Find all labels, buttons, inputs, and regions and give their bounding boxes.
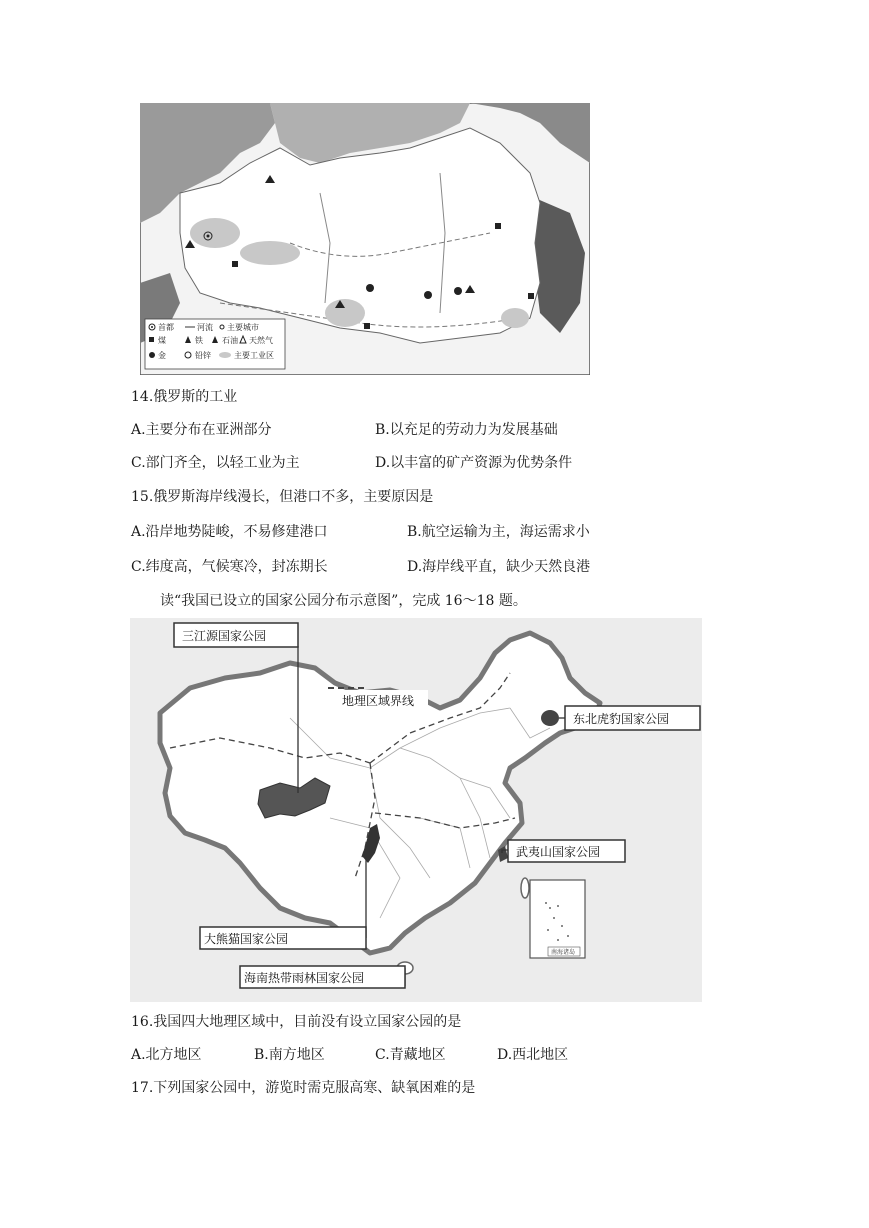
legend-gold: 金 [158, 351, 166, 360]
legend-iron: 铁 [195, 336, 203, 345]
legend-oil: 石油 [222, 336, 238, 345]
legend-gas: 天然气 [249, 336, 273, 345]
legend-capital: 首都 [158, 323, 174, 332]
wuyishan-park-label: 武夷山国家公园 [516, 845, 601, 859]
northeast-tiger-leopard-park-label: 东北虎豹国家公园 [573, 712, 670, 726]
boundary-legend-label: 地理区域界线 [342, 694, 415, 708]
intro-text: 读“我国已设立的国家公园分布示意图”，完成 16～18 题。 [160, 593, 527, 609]
legend-coal: 煤 [158, 336, 166, 345]
q16-stem: 16.我国四大地理区域中，目前没有设立国家公园的是 [131, 1014, 462, 1030]
q16-option-d: D.西北地区 [497, 1047, 569, 1063]
q14-option-a: A.主要分布在亚洲部分 [131, 422, 272, 438]
legend-river: 河流 [197, 323, 213, 332]
q15-option-c: C.纬度高，气候寒冷，封冻期长 [131, 559, 328, 575]
south-sea-islands-label: 南海诸岛 [551, 949, 576, 956]
q15-option-a: A.沿岸地势陡峻，不易修建港口 [131, 524, 328, 540]
q14-option-b: B.以充足的劳动力为发展基础 [375, 422, 558, 438]
q15-option-b: B.航空运输为主，海运需求小 [407, 524, 590, 540]
q16-option-b: B.南方地区 [254, 1047, 325, 1063]
q15-option-d: D.海岸线平直，缺少天然良港 [407, 559, 591, 575]
russia-map [140, 103, 590, 375]
q14-option-d: D.以丰富的矿产资源为优势条件 [375, 455, 573, 471]
legend-industrial-zone: 主要工业区 [234, 351, 274, 360]
q16-option-c: C.青藏地区 [375, 1047, 446, 1063]
q15-stem: 15.俄罗斯海岸线漫长，但港口不多，主要原因是 [131, 489, 434, 505]
legend-lead-zinc: 铅锌 [195, 351, 211, 360]
sanjiangyuan-park-label: 三江源国家公园 [182, 629, 267, 643]
q16-option-a: A.北方地区 [131, 1047, 202, 1063]
legend-city: 主要城市 [227, 323, 259, 332]
q17-stem: 17.下列国家公园中，游览时需克服高寒、缺氧困难的是 [131, 1080, 476, 1096]
hainan-rainforest-park-label: 海南热带雨林国家公园 [244, 971, 365, 985]
q14-stem: 14.俄罗斯的工业 [131, 389, 238, 405]
panda-park-label: 大熊猫国家公园 [204, 932, 289, 946]
china-national-parks-map [130, 618, 702, 1002]
q14-option-c: C.部门齐全，以轻工业为主 [131, 455, 300, 471]
